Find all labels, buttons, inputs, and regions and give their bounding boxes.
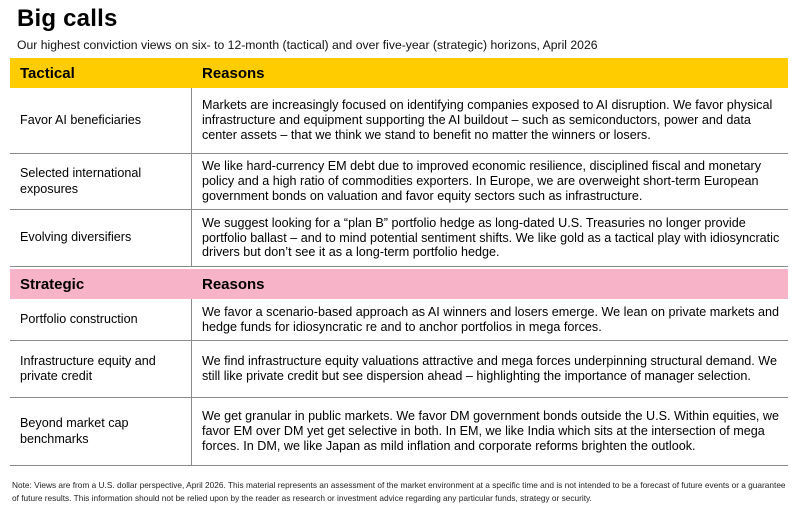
strategic-header xyxy=(10,269,788,299)
page-title: Big calls xyxy=(17,5,118,32)
tactical-header-reasons: Reasons xyxy=(202,64,265,82)
big-calls-table xyxy=(10,58,788,466)
strategic-header-label: Strategic xyxy=(20,275,85,293)
row-label: Infrastructure equity and private credit xyxy=(10,341,192,397)
row-reason: We like hard-currency EM debt due to improved economic resilience, disciplined fiscal and monetary policy and a high ratio of commodities exporters. In Europe, we are overweight short-term European government bonds on valuation and favor equity sectors such as infrastructure. xyxy=(202,159,762,203)
table-row xyxy=(10,299,788,341)
row-reason: We get granular in public markets. We favor DM government bonds outside the U.S. Within equities, we favor EM over DM yet get selective in both. In EM, we like India which sits at the intersection of mega forces. In DM, we like Japan as mild inflation and corporate reforms brighten the outlook. xyxy=(202,409,780,453)
strategic-header-reasons: Reasons xyxy=(202,275,265,293)
row-label: Evolving diversifiers xyxy=(10,210,192,266)
footnote: Note: Views are from a U.S. dollar perspective, April 2026. This material represents an assessment of the market environment at a specific time and is not intended to be a forecast of future events or a guarantee of future results. This information should not be relied upon by the reader as research or investment advice regarding any particular funds, strategy or security. xyxy=(12,480,786,503)
tactical-header-label: Tactical xyxy=(20,64,75,82)
page-subtitle: Our highest conviction views on six- to 12-month (tactical) and over five-year (strategic) horizons, April 2026 xyxy=(17,38,598,52)
row-reason: Markets are increasingly focused on identifying companies exposed to AI disruption. We favor physical infrastructure and equipment supporting the AI buildout – such as semiconductors, power and data center assets – that we think we stand to benefit no matter the winners or losers. xyxy=(202,98,773,142)
table-row xyxy=(10,154,788,210)
table-row xyxy=(10,88,788,154)
row-label: Favor AI beneficiaries xyxy=(10,88,192,153)
tactical-header xyxy=(10,58,788,88)
row-label: Selected international exposures xyxy=(10,154,192,209)
table-row xyxy=(10,210,788,267)
row-label: Portfolio construction xyxy=(10,299,192,340)
table-row xyxy=(10,398,788,466)
table-row xyxy=(10,341,788,398)
row-reason: We find infrastructure equity valuations attractive and mega forces underpinning structural demand. We still like private credit but see dispersion ahead – highlighting the importance of manager selection. xyxy=(202,354,777,383)
row-reason: We favor a scenario-based approach as AI winners and losers emerge. We lean on private markets and hedge funds for idiosyncratic re and to anchor portfolios in mega forces. xyxy=(202,304,780,334)
row-label: Beyond market cap benchmarks xyxy=(10,398,192,465)
row-reason: We suggest looking for a “plan B” portfolio hedge as long-dated U.S. Treasuries no longer provide portfolio ballast – and to mind potential sentiment shifts. We like gold as a tactical play with idiosyncratic drivers but don’t see it as a long-term portfolio hedge. xyxy=(202,215,780,260)
